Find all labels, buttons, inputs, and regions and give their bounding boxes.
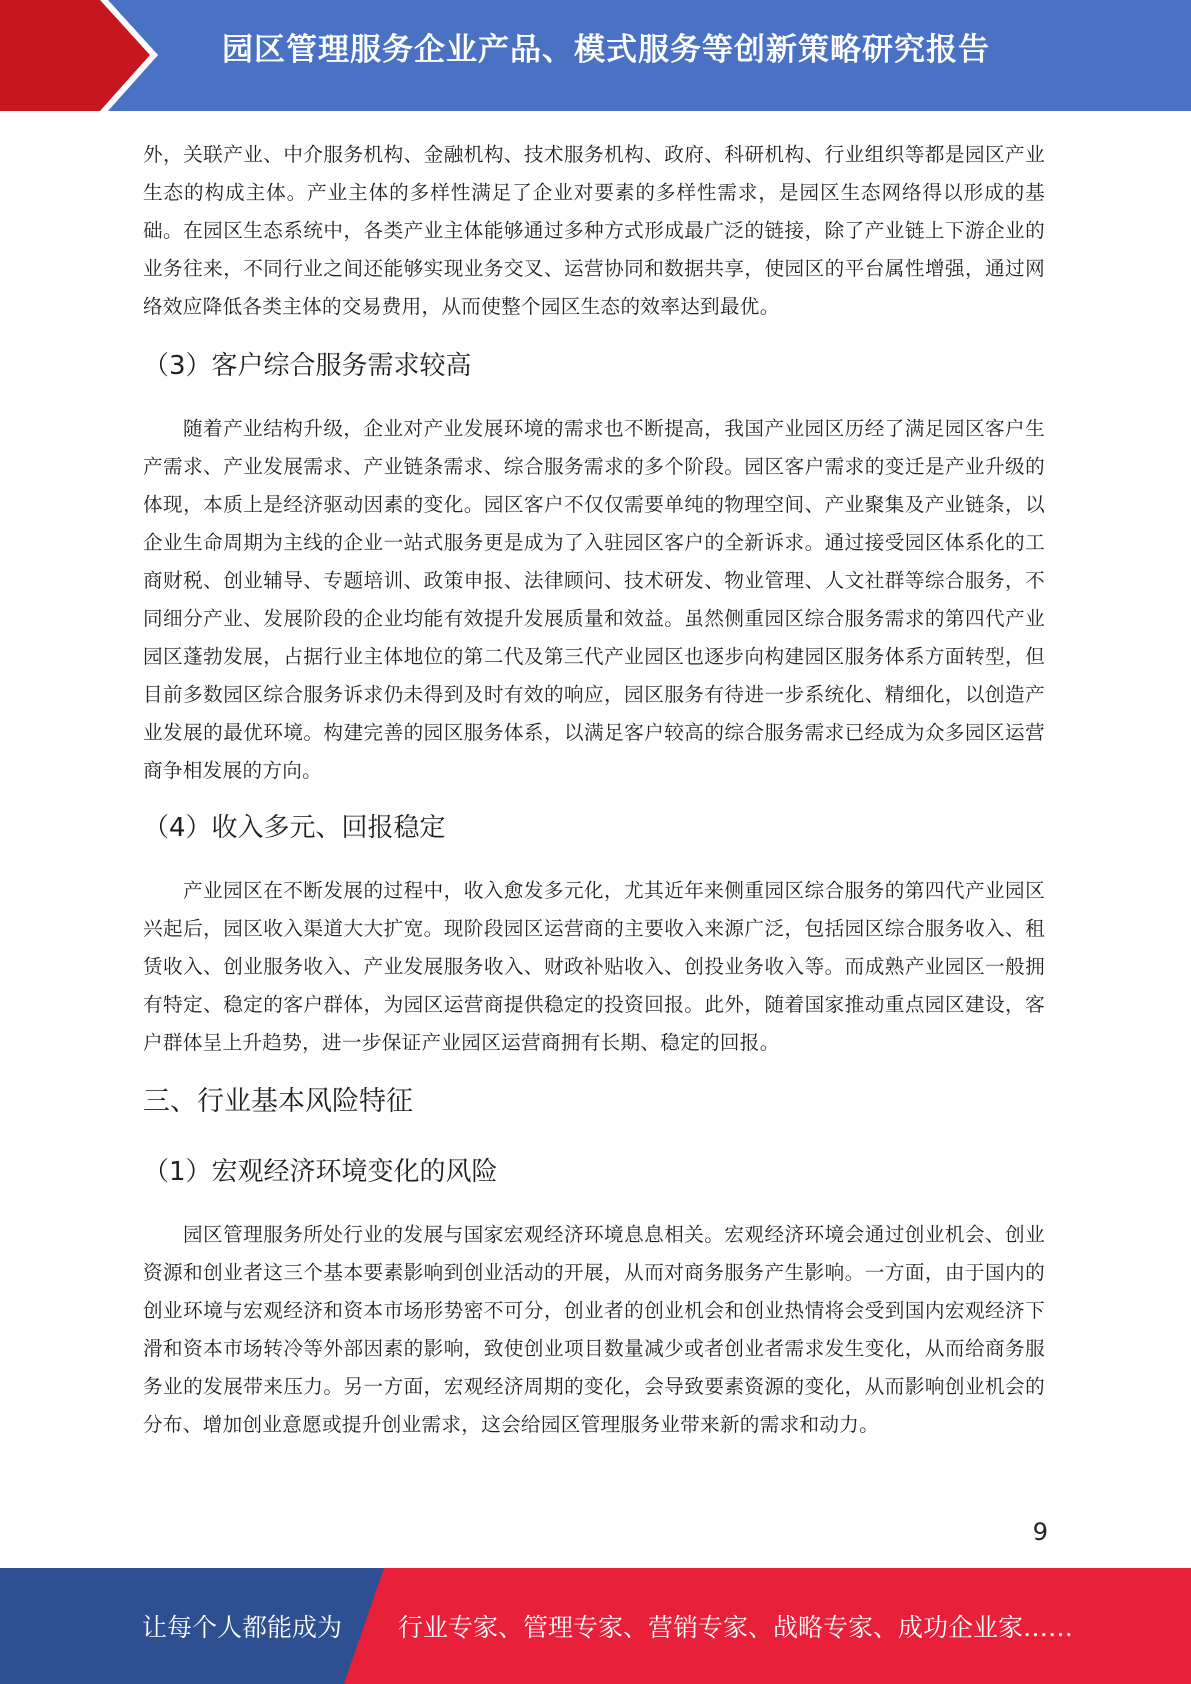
heading-customer-service-demand: （3）客户综合服务需求较高	[143, 351, 472, 381]
page-number: 9	[1032, 1518, 1048, 1546]
report-title: 园区管理服务企业产品、模式服务等创新策略研究报告	[222, 32, 990, 68]
section-heading-industry-risk: 三、行业基本风险特征	[143, 1086, 413, 1117]
intro-paragraph: 外，关联产业、中介服务机构、金融机构、技术服务机构、政府、科研机构、行业组织等都是园区产业生态的构成主体。产业主体的多样性满足了企业对要素的多样性需求，是园区生态网络得以形成的基础。在园区生态系统中，各类产业主体能够通过多种方式形成最广泛的链接，除了产业链上下游企业的业务往来，不同行业之间还能够实现业务交叉、运营协同和数据共享，使园区的平台属性增强，通过网络效应降低各类主体的交易费用，从而使整个园区生态的效率达到最优。	[143, 143, 1045, 318]
page-content	[143, 136, 1045, 1444]
heading-macro-economic-risk: （1）宏观经济环境变化的风险	[143, 1157, 498, 1187]
paragraph-macro-economic-risk: 园区管理服务所处行业的发展与国家宏观经济环境息息相关。宏观经济环境会通过创业机会、创业资源和创业者这三个基本要素影响到创业活动的开展，从而对商务服务产生影响。一方面，由于国内的创业环境与宏观经济和资本市场形势密不可分，创业者的创业机会和创业热情将会受到国内宏观经济下滑和资本市场转冷等外部因素的影响，致使创业项目数量减少或者创业者需求发生变化，从而给商务服务业的发展带来压力。另一方面，宏观经济周期的变化，会导致要素资源的变化，从而影响创业机会的分布、增加创业意愿或提升创业需求，这会给园区管理服务业带来新的需求和动力。	[143, 1223, 1045, 1436]
footer-slogan-left: 让每个人都能成为	[142, 1613, 343, 1642]
heading-diverse-income: （4）收入多元、回报稳定	[143, 813, 446, 843]
header-banner	[0, 0, 1191, 111]
paragraph-diverse-income: 产业园区在不断发展的过程中，收入愈发多元化，尤其近年来侧重园区综合服务的第四代产业园区兴起后，园区收入渠道大大扩宽。现阶段园区运营商的主要收入来源广泛，包括园区综合服务收入、租赁收入、创业服务收入、产业发展服务收入、财政补贴收入、创投业务收入等。而成熟产业园区一般拥有特定、稳定的客户群体，为园区运营商提供稳定的投资回报。此外，随着国家推动重点园区建设，客户群体呈上升趋势，进一步保证产业园区运营商拥有长期、稳定的回报。	[143, 879, 1045, 1054]
footer-slogan-right: 行业专家、管理专家、营销专家、战略专家、成功企业家……	[398, 1613, 1074, 1642]
paragraph-customer-service-demand: 随着产业结构升级，企业对产业发展环境的需求也不断提高，我国产业园区历经了满足园区客户生产需求、产业发展需求、产业链条需求、综合服务需求的多个阶段。园区客户需求的变迁是产业升级的体现，本质上是经济驱动因素的变化。园区客户不仅仅需要单纯的物理空间、产业聚集及产业链条，以企业生命周期为主线的企业一站式服务更是成为了入驻园区客户的全新诉求。通过接受园区体系化的工商财税、创业辅导、专题培训、政策申报、法律顾问、技术研发、物业管理、人文社群等综合服务，不同细分产业、发展阶段的企业均能有效提升发展质量和效益。虽然侧重园区综合服务需求的第四代产业园区蓬勃发展，占据行业主体地位的第二代及第三代产业园区也逐步向构建园区服务体系方面转型，但目前多数园区综合服务诉求仍未得到及时有效的响应，园区服务有待进一步系统化、精细化，以创造产业发展的最优环境。构建完善的园区服务体系，以满足客户较高的综合服务需求已经成为众多园区运营商争相发展的方向。	[143, 417, 1045, 782]
